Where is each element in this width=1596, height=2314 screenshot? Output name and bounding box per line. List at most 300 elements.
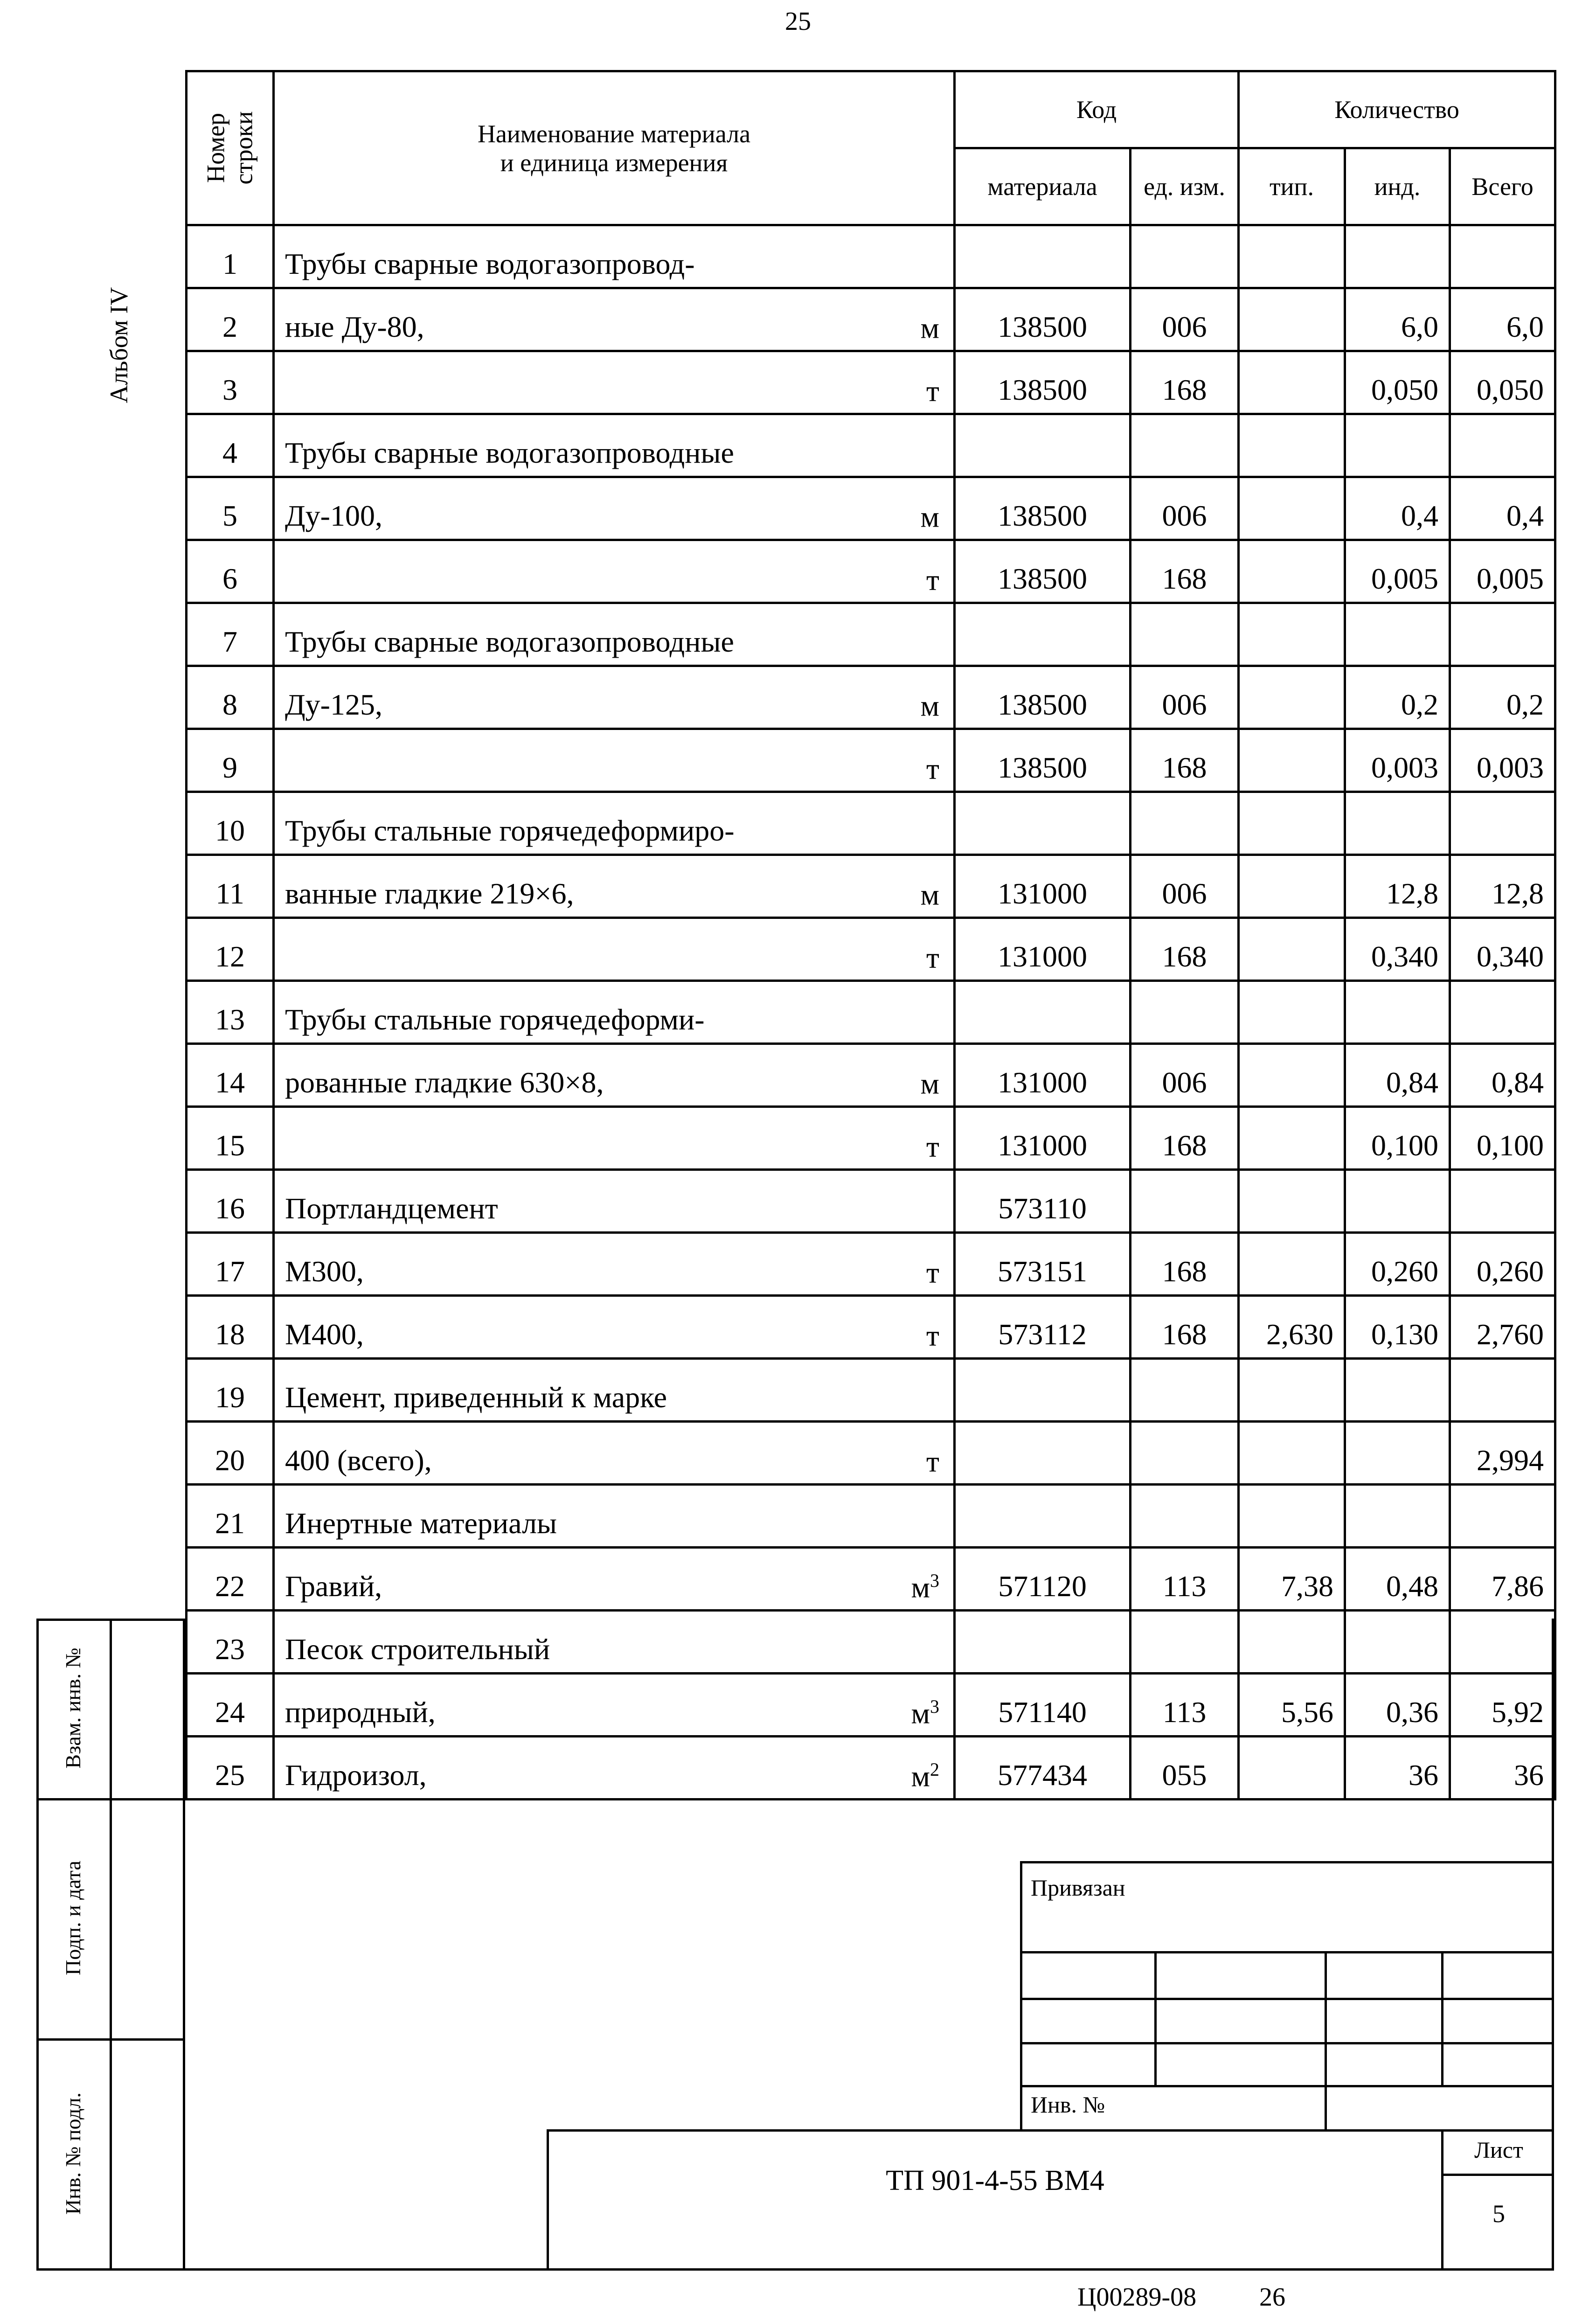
material-name-text: Трубы сварные водогазопровод- — [285, 247, 695, 280]
qty-typ — [1239, 414, 1345, 477]
qty-total: 6,0 — [1450, 288, 1555, 351]
table-row — [187, 1359, 1555, 1422]
side-label-podp: Подп. и дата — [61, 1861, 85, 1975]
qty-total: 0,100 — [1450, 1107, 1555, 1170]
material-name — [274, 540, 955, 603]
qty-typ — [1239, 1170, 1345, 1233]
qty-typ: 5,56 — [1239, 1674, 1345, 1737]
unit-text: т — [926, 563, 939, 596]
row-number: 25 — [187, 1737, 274, 1800]
table-row — [187, 414, 1555, 477]
qty-ind — [1345, 792, 1450, 855]
unit-code — [1131, 1170, 1239, 1233]
side-label-inv: Инв. № подл. — [61, 2092, 85, 2215]
unit-code — [1131, 225, 1239, 288]
footer-number: 26 — [1259, 2283, 1285, 2312]
header-name — [274, 71, 955, 225]
qty-total: 0,340 — [1450, 918, 1555, 981]
qty-typ — [1239, 666, 1345, 729]
unit-superscript: 3 — [930, 1570, 939, 1591]
unit-text: т — [926, 752, 939, 785]
privyazan-top — [1020, 1861, 1554, 1863]
unit-code: 113 — [1131, 1548, 1239, 1611]
qty-ind — [1345, 1611, 1450, 1674]
material-code: 571140 — [955, 1674, 1131, 1737]
table-row — [187, 1107, 1555, 1170]
qty-ind — [1345, 1485, 1450, 1548]
material-code: 138500 — [955, 729, 1131, 792]
qty-typ — [1239, 855, 1345, 918]
unit-label — [926, 940, 939, 975]
header-row-number-line2: строки — [229, 111, 258, 185]
unit-code: 006 — [1131, 477, 1239, 540]
unit-code — [1131, 1359, 1239, 1422]
qty-ind: 0,130 — [1345, 1296, 1450, 1359]
row-number: 22 — [187, 1548, 274, 1611]
privyazan-line2 — [1020, 1998, 1554, 2000]
row-number: 15 — [187, 1107, 274, 1170]
table-row — [187, 981, 1555, 1044]
material-code — [955, 981, 1131, 1044]
material-name-text: Гидроизол, — [285, 1758, 427, 1792]
material-code — [955, 1485, 1131, 1548]
row-number: 23 — [187, 1611, 274, 1674]
qty-ind — [1345, 1170, 1450, 1233]
table-row — [187, 918, 1555, 981]
unit-code: 113 — [1131, 1674, 1239, 1737]
row-number: 4 — [187, 414, 274, 477]
header-row-number — [187, 71, 274, 225]
qty-ind: 0,48 — [1345, 1548, 1450, 1611]
qty-typ — [1239, 540, 1345, 603]
title-block-top — [547, 2129, 1554, 2132]
qty-ind: 0,050 — [1345, 351, 1450, 414]
row-number: 12 — [187, 918, 274, 981]
table-row — [187, 1170, 1555, 1233]
table-row — [187, 1044, 1555, 1107]
footer-code: Ц00289-08 — [1077, 2283, 1197, 2312]
qty-total — [1450, 1611, 1555, 1674]
row-number: 13 — [187, 981, 274, 1044]
qty-total — [1450, 792, 1555, 855]
unit-text: т — [926, 374, 939, 407]
qty-typ — [1239, 918, 1345, 981]
material-name-text: Трубы сварные водогазопроводные — [285, 625, 734, 658]
table-row — [187, 1674, 1555, 1737]
table-row — [187, 855, 1555, 918]
frame-bottom-border — [183, 2268, 1554, 2271]
table-row — [187, 1548, 1555, 1611]
qty-total: 0,003 — [1450, 729, 1555, 792]
qty-typ: 7,38 — [1239, 1548, 1345, 1611]
qty-typ — [1239, 225, 1345, 288]
qty-total: 0,84 — [1450, 1044, 1555, 1107]
qty-ind: 6,0 — [1345, 288, 1450, 351]
qty-typ — [1239, 792, 1345, 855]
material-code: 138500 — [955, 540, 1131, 603]
unit-code: 006 — [1131, 1044, 1239, 1107]
unit-label — [921, 688, 940, 723]
material-name — [274, 918, 955, 981]
unit-code — [1131, 1485, 1239, 1548]
material-name — [274, 1107, 955, 1170]
unit-text: т — [926, 1130, 939, 1163]
qty-typ: 2,630 — [1239, 1296, 1345, 1359]
material-name — [274, 1044, 955, 1107]
table-row — [187, 666, 1555, 729]
row-number: 1 — [187, 225, 274, 288]
qty-typ — [1239, 288, 1345, 351]
row-number: 21 — [187, 1485, 274, 1548]
material-name — [274, 1359, 955, 1422]
material-name-text: М400, — [285, 1318, 364, 1351]
material-code — [955, 414, 1131, 477]
privyazan-col2 — [1325, 1951, 1327, 2131]
qty-ind: 0,36 — [1345, 1674, 1450, 1737]
material-code: 571120 — [955, 1548, 1131, 1611]
title-block-left — [547, 2129, 549, 2271]
row-number: 3 — [187, 351, 274, 414]
qty-typ — [1239, 603, 1345, 666]
unit-code: 168 — [1131, 918, 1239, 981]
material-code: 131000 — [955, 918, 1131, 981]
qty-ind: 0,100 — [1345, 1107, 1450, 1170]
qty-total — [1450, 981, 1555, 1044]
unit-label — [911, 1696, 940, 1730]
qty-ind: 12,8 — [1345, 855, 1450, 918]
sheet-number: 5 — [1492, 2200, 1505, 2228]
unit-text: м — [920, 1067, 939, 1100]
row-number: 14 — [187, 1044, 274, 1107]
material-code: 138500 — [955, 666, 1131, 729]
material-name — [274, 1485, 955, 1548]
material-code: 573110 — [955, 1170, 1131, 1233]
privyazan-left — [1020, 1861, 1022, 2132]
material-name-text: Ду-100, — [285, 499, 382, 532]
material-name-text: Трубы стальные горячедеформи- — [285, 1003, 705, 1036]
materials-table — [185, 70, 1556, 1800]
qty-ind — [1345, 1422, 1450, 1485]
material-name — [274, 1233, 955, 1296]
unit-text: м — [911, 1696, 930, 1730]
qty-total — [1450, 1170, 1555, 1233]
material-code — [955, 1611, 1131, 1674]
unit-code — [1131, 1611, 1239, 1674]
qty-ind — [1345, 981, 1450, 1044]
material-name-text: 400 (всего), — [285, 1444, 432, 1477]
material-code — [955, 1359, 1131, 1422]
row-number: 10 — [187, 792, 274, 855]
table-row — [187, 351, 1555, 414]
header-typ: тип. — [1239, 148, 1345, 225]
row-number: 24 — [187, 1674, 274, 1737]
qty-total: 12,8 — [1450, 855, 1555, 918]
unit-code — [1131, 981, 1239, 1044]
material-name — [274, 414, 955, 477]
qty-typ — [1239, 729, 1345, 792]
unit-label — [926, 373, 939, 408]
qty-ind — [1345, 225, 1450, 288]
qty-total — [1450, 1485, 1555, 1548]
qty-total — [1450, 225, 1555, 288]
row-number: 5 — [187, 477, 274, 540]
qty-ind: 0,2 — [1345, 666, 1450, 729]
unit-label — [921, 310, 940, 345]
header-unit-code: ед. изм. — [1131, 148, 1239, 225]
material-name-text: ванные гладкие 219×6, — [285, 877, 574, 910]
material-code: 577434 — [955, 1737, 1131, 1800]
unit-label — [921, 1066, 940, 1101]
album-label: Альбом IV — [105, 287, 133, 403]
qty-ind — [1345, 1359, 1450, 1422]
material-code: 138500 — [955, 288, 1131, 351]
row-number: 19 — [187, 1359, 274, 1422]
material-code: 573112 — [955, 1296, 1131, 1359]
material-name-text: Песок строительный — [285, 1633, 550, 1666]
qty-ind — [1345, 603, 1450, 666]
row-number: 7 — [187, 603, 274, 666]
sheet-label: Лист — [1474, 2137, 1523, 2163]
qty-total — [1450, 1359, 1555, 1422]
material-name — [274, 1737, 955, 1800]
unit-text: м — [911, 1759, 930, 1793]
header-code: Код — [955, 71, 1239, 148]
unit-text: м — [920, 689, 939, 722]
qty-ind: 0,84 — [1345, 1044, 1450, 1107]
material-code: 573151 — [955, 1233, 1131, 1296]
material-name-text: природный, — [285, 1696, 436, 1729]
side-stamp-sep1 — [36, 1798, 185, 1800]
material-name — [274, 855, 955, 918]
unit-code: 168 — [1131, 540, 1239, 603]
material-code: 131000 — [955, 1107, 1131, 1170]
table-row — [187, 1296, 1555, 1359]
qty-total: 36 — [1450, 1737, 1555, 1800]
qty-total: 0,050 — [1450, 351, 1555, 414]
material-name — [274, 1170, 955, 1233]
header-material: материала — [955, 148, 1131, 225]
material-name-text: ные Ду-80, — [285, 310, 424, 343]
qty-ind: 0,4 — [1345, 477, 1450, 540]
qty-total: 0,4 — [1450, 477, 1555, 540]
material-code — [955, 1422, 1131, 1485]
qty-typ — [1239, 351, 1345, 414]
qty-ind — [1345, 414, 1450, 477]
inv-no-label: Инв. № — [1031, 2092, 1105, 2118]
unit-text: т — [926, 1445, 939, 1478]
qty-total: 0,2 — [1450, 666, 1555, 729]
unit-code: 006 — [1131, 288, 1239, 351]
frame-right-border — [1552, 1619, 1554, 2271]
qty-total: 2,994 — [1450, 1422, 1555, 1485]
material-name-text: Цемент, приведенный к марке — [285, 1381, 667, 1414]
qty-total: 7,86 — [1450, 1548, 1555, 1611]
unit-text: т — [926, 1319, 939, 1352]
unit-code — [1131, 414, 1239, 477]
qty-ind: 0,260 — [1345, 1233, 1450, 1296]
material-name — [274, 477, 955, 540]
qty-total: 0,005 — [1450, 540, 1555, 603]
privyazan-col3 — [1441, 1951, 1443, 2086]
material-name — [274, 1548, 955, 1611]
material-name-text: Портландцемент — [285, 1192, 498, 1225]
material-name — [274, 666, 955, 729]
header-name-line2: и единица измерения — [500, 148, 728, 177]
material-name-text: Ду-125, — [285, 688, 382, 721]
material-name — [274, 1296, 955, 1359]
unit-code: 168 — [1131, 1233, 1239, 1296]
material-name — [274, 1611, 955, 1674]
header-name-line1: Наименование материала — [477, 119, 751, 148]
unit-label — [926, 751, 939, 786]
material-name — [274, 603, 955, 666]
material-name — [274, 1422, 955, 1485]
unit-code: 168 — [1131, 1107, 1239, 1170]
page-number: 25 — [785, 7, 811, 36]
row-number: 11 — [187, 855, 274, 918]
row-number: 8 — [187, 666, 274, 729]
table-row — [187, 1737, 1555, 1800]
unit-code: 006 — [1131, 855, 1239, 918]
unit-text: м — [920, 500, 939, 533]
unit-text: м — [920, 311, 939, 344]
row-number: 2 — [187, 288, 274, 351]
material-name-text: рованные гладкие 630×8, — [285, 1066, 604, 1099]
row-number: 6 — [187, 540, 274, 603]
material-code: 138500 — [955, 351, 1131, 414]
material-name — [274, 288, 955, 351]
table-row — [187, 1485, 1555, 1548]
side-label-vzam: Взам. инв. № — [61, 1647, 85, 1769]
qty-total — [1450, 603, 1555, 666]
unit-code: 168 — [1131, 351, 1239, 414]
row-number: 16 — [187, 1170, 274, 1233]
unit-label — [926, 562, 939, 597]
unit-code: 168 — [1131, 729, 1239, 792]
table-row — [187, 1233, 1555, 1296]
qty-total: 0,260 — [1450, 1233, 1555, 1296]
row-number: 17 — [187, 1233, 274, 1296]
table-row — [187, 603, 1555, 666]
qty-total: 2,760 — [1450, 1296, 1555, 1359]
unit-code: 006 — [1131, 666, 1239, 729]
unit-code — [1131, 603, 1239, 666]
material-name — [274, 1674, 955, 1737]
unit-code: 055 — [1131, 1737, 1239, 1800]
unit-text: т — [926, 941, 939, 974]
table-row — [187, 477, 1555, 540]
qty-total — [1450, 414, 1555, 477]
qty-ind: 36 — [1345, 1737, 1450, 1800]
unit-superscript: 2 — [930, 1758, 939, 1780]
material-code — [955, 792, 1131, 855]
qty-typ — [1239, 1737, 1345, 1800]
unit-text: т — [926, 1256, 939, 1289]
privyazan-col1 — [1154, 1951, 1157, 2086]
material-code: 131000 — [955, 855, 1131, 918]
unit-code: 168 — [1131, 1296, 1239, 1359]
material-name — [274, 792, 955, 855]
material-name — [274, 729, 955, 792]
qty-ind: 0,005 — [1345, 540, 1450, 603]
row-number: 18 — [187, 1296, 274, 1359]
privyazan-line3 — [1020, 2042, 1554, 2044]
unit-label — [921, 877, 940, 912]
material-name-text: М300, — [285, 1255, 364, 1288]
qty-typ — [1239, 1611, 1345, 1674]
qty-typ — [1239, 981, 1345, 1044]
frame-left-border — [183, 1619, 185, 2271]
table-row — [187, 792, 1555, 855]
material-code: 138500 — [955, 477, 1131, 540]
qty-typ — [1239, 1422, 1345, 1485]
table-row — [187, 288, 1555, 351]
unit-code — [1131, 1422, 1239, 1485]
privyazan-line4 — [1020, 2085, 1554, 2087]
table-row — [187, 1611, 1555, 1674]
side-stamp-sep2 — [36, 2038, 185, 2041]
unit-label — [921, 499, 940, 534]
unit-label — [926, 1255, 939, 1290]
unit-text: м — [911, 1570, 930, 1604]
material-name-text: Инертные материалы — [285, 1507, 557, 1540]
table-row — [187, 540, 1555, 603]
qty-typ — [1239, 1485, 1345, 1548]
table-row — [187, 225, 1555, 288]
privyazan-label: Привязан — [1031, 1875, 1125, 1901]
material-name — [274, 981, 955, 1044]
material-name — [274, 225, 955, 288]
material-name-text: Трубы стальные горячедеформиро- — [285, 814, 735, 847]
header-ind: инд. — [1345, 148, 1450, 225]
material-name-text: Трубы сварные водогазопроводные — [285, 436, 734, 469]
material-code — [955, 225, 1131, 288]
material-name — [274, 351, 955, 414]
row-number: 20 — [187, 1422, 274, 1485]
unit-label — [926, 1318, 939, 1353]
qty-typ — [1239, 1233, 1345, 1296]
unit-label — [926, 1129, 939, 1164]
privyazan-line1 — [1020, 1951, 1554, 1953]
unit-label — [926, 1444, 939, 1479]
qty-typ — [1239, 1359, 1345, 1422]
material-code: 131000 — [955, 1044, 1131, 1107]
header-row-number-line1: Номер — [201, 112, 230, 183]
side-stamp-left — [36, 1619, 39, 2271]
side-stamp-divider — [110, 1619, 112, 2271]
qty-ind: 0,340 — [1345, 918, 1450, 981]
unit-code — [1131, 792, 1239, 855]
qty-typ — [1239, 477, 1345, 540]
qty-total: 5,92 — [1450, 1674, 1555, 1737]
qty-ind: 0,003 — [1345, 729, 1450, 792]
unit-label — [911, 1570, 940, 1605]
doc-code: ТП 901-4-55 ВМ4 — [886, 2165, 1104, 2196]
header-total: Всего — [1450, 148, 1555, 225]
unit-superscript: 3 — [930, 1696, 939, 1717]
qty-typ — [1239, 1107, 1345, 1170]
material-name-text: Гравий, — [285, 1570, 382, 1603]
unit-text: м — [920, 878, 939, 911]
table-row — [187, 1422, 1555, 1485]
row-number: 9 — [187, 729, 274, 792]
table-row — [187, 729, 1555, 792]
qty-typ — [1239, 1044, 1345, 1107]
unit-label — [911, 1758, 940, 1793]
sheet-label-line — [1441, 2174, 1554, 2176]
material-code — [955, 603, 1131, 666]
header-quantity: Количество — [1239, 71, 1555, 148]
